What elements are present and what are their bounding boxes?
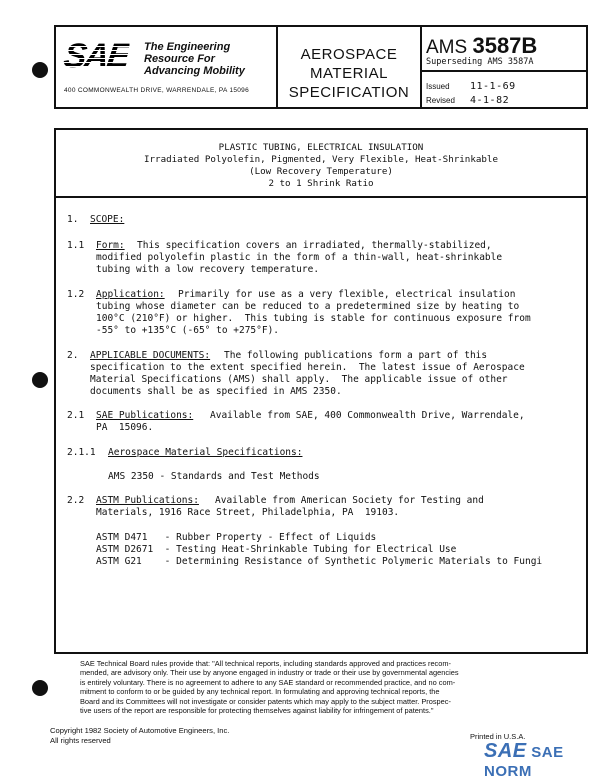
section-1-heading: SCOPE: bbox=[90, 214, 125, 225]
section-2-1-heading: SAE Publications: bbox=[96, 410, 194, 421]
section-1-1-heading: Form: bbox=[96, 240, 125, 251]
binder-hole bbox=[32, 62, 48, 78]
section-2-text: Material Specifications (AMS) shall apply. The applicable issue of other bbox=[90, 374, 508, 385]
binder-hole bbox=[32, 680, 48, 696]
body-bottom-rule bbox=[54, 652, 588, 654]
section-2-2-number: 2.2 bbox=[67, 495, 85, 506]
section-2-1-1-heading: Aerospace Material Specifications: bbox=[108, 447, 303, 458]
superseding-note: Superseding AMS 3587A bbox=[426, 57, 534, 67]
spec-title: PLASTIC TUBING, ELECTRICAL INSULATION bbox=[218, 142, 424, 153]
section-1-2-text: tubing whose diameter can be reduced to a predetermined size by heating to bbox=[96, 301, 520, 312]
section-2-text: documents shall be as specified in AMS 2350. bbox=[90, 386, 342, 397]
issued-row: Issued 11-1-69 bbox=[426, 81, 516, 92]
rights-reserved: All rights reserved bbox=[50, 736, 111, 745]
spec-subtitle-3: 2 to 1 Shrink Ratio bbox=[268, 178, 374, 189]
copyright: Copyright 1982 Society of Automotive Engineers, Inc. bbox=[50, 726, 230, 735]
section-2-1-text: Available from SAE, 400 Commonwealth Drive, Warrendale, bbox=[210, 410, 525, 421]
sae-logo: SAE bbox=[61, 37, 131, 75]
astm-reference: ASTM D471 - Rubber Property - Effect of Liquids bbox=[96, 532, 377, 543]
section-1-1-text: tubing with a low recovery temperature. bbox=[96, 264, 320, 275]
title-bottom-rule bbox=[54, 196, 588, 198]
section-1-2-text: -55° to +135°C (-65° to +275°F). bbox=[96, 325, 280, 336]
binder-hole bbox=[32, 372, 48, 388]
section-2-text: The following publications form a part of this bbox=[224, 350, 488, 361]
section-1-number: 1. bbox=[67, 214, 79, 225]
document-type: AEROSPACE MATERIAL SPECIFICATION bbox=[288, 46, 410, 101]
ams-reference: AMS 2350 - Standards and Test Methods bbox=[108, 471, 320, 482]
section-1-1-text: This specification covers an irradiated, thermally-stabilized, bbox=[137, 240, 492, 251]
spec-subtitle: Irradiated Polyolefin, Pigmented, Very Flexible, Heat-Shrinkable bbox=[143, 154, 498, 165]
section-1-1-number: 1.1 bbox=[67, 240, 85, 251]
sae-notice: SAE Technical Board rules provide that: "All technical reports, including standards approved and practices recom- mended, are advisory only. Their use by anyone engaged in industry or trade or their use by governmental agencies is entirely voluntary. There is no agreement to adhere to any SAE standard or recommended practice, and no com- mitment to conform to or be guided by any technical report. In formulating and approving technical reports, the Board and its Committees will not investigate or consider patents which may apply to the subject matter. Prospec- tive users of the report are responsible for protecting themselves against liability for infringement of patents." bbox=[80, 659, 459, 716]
section-2-text: specification to the extent specified herein. The latest issue of Aerospace bbox=[90, 362, 525, 373]
section-2-2-heading: ASTM Publications: bbox=[96, 495, 199, 506]
spec-subtitle-2: (Low Recovery Temperature) bbox=[249, 166, 393, 177]
section-1-2-text: 100°C (210°F) or higher. This tubing is stable for continuous exposure from bbox=[96, 313, 531, 324]
section-1-2-text: Primarily for use as a very flexible, electrical insulation bbox=[178, 289, 516, 300]
section-2-heading: APPLICABLE DOCUMENTS: bbox=[90, 350, 211, 361]
astm-reference: ASTM G21 - Determining Resistance of Synthetic Polymeric Materials to Fungi bbox=[96, 556, 543, 567]
sae-norm-watermark: SAE SAE NORM bbox=[484, 740, 564, 780]
section-2-2-text: Materials, 1916 Race Street, Philadelphia, PA 19103. bbox=[96, 507, 400, 518]
printed-in: Printed in U.S.A. bbox=[470, 732, 526, 741]
sae-tagline: The Engineering Resource For Advancing Mobility bbox=[144, 41, 245, 77]
revised-row: Revised 4-1-82 bbox=[426, 95, 510, 106]
page-left-rule bbox=[54, 128, 56, 652]
section-1-1-text: modified polyolefin plastic in the form of a thin-wall, heat-shrinkable bbox=[96, 252, 503, 263]
title-top-rule bbox=[54, 128, 588, 130]
section-2-2-text: Available from American Society for Testing and bbox=[215, 495, 484, 506]
section-1-2-number: 1.2 bbox=[67, 289, 85, 300]
section-2-1-text: PA 15096. bbox=[96, 422, 154, 433]
section-2-1-number: 2.1 bbox=[67, 410, 85, 421]
astm-reference: ASTM D2671 - Testing Heat-Shrinkable Tubing for Electrical Use bbox=[96, 544, 457, 555]
page-right-rule bbox=[586, 128, 588, 652]
section-2-1-1-number: 2.1.1 bbox=[67, 447, 96, 458]
sae-address: 400 COMMONWEALTH DRIVE, WARRENDALE, PA 15096 bbox=[64, 87, 250, 94]
section-2-number: 2. bbox=[67, 350, 79, 361]
section-1-2-heading: Application: bbox=[96, 289, 165, 300]
document-header bbox=[54, 25, 588, 109]
ams-number: AMS 3587B bbox=[426, 33, 538, 58]
